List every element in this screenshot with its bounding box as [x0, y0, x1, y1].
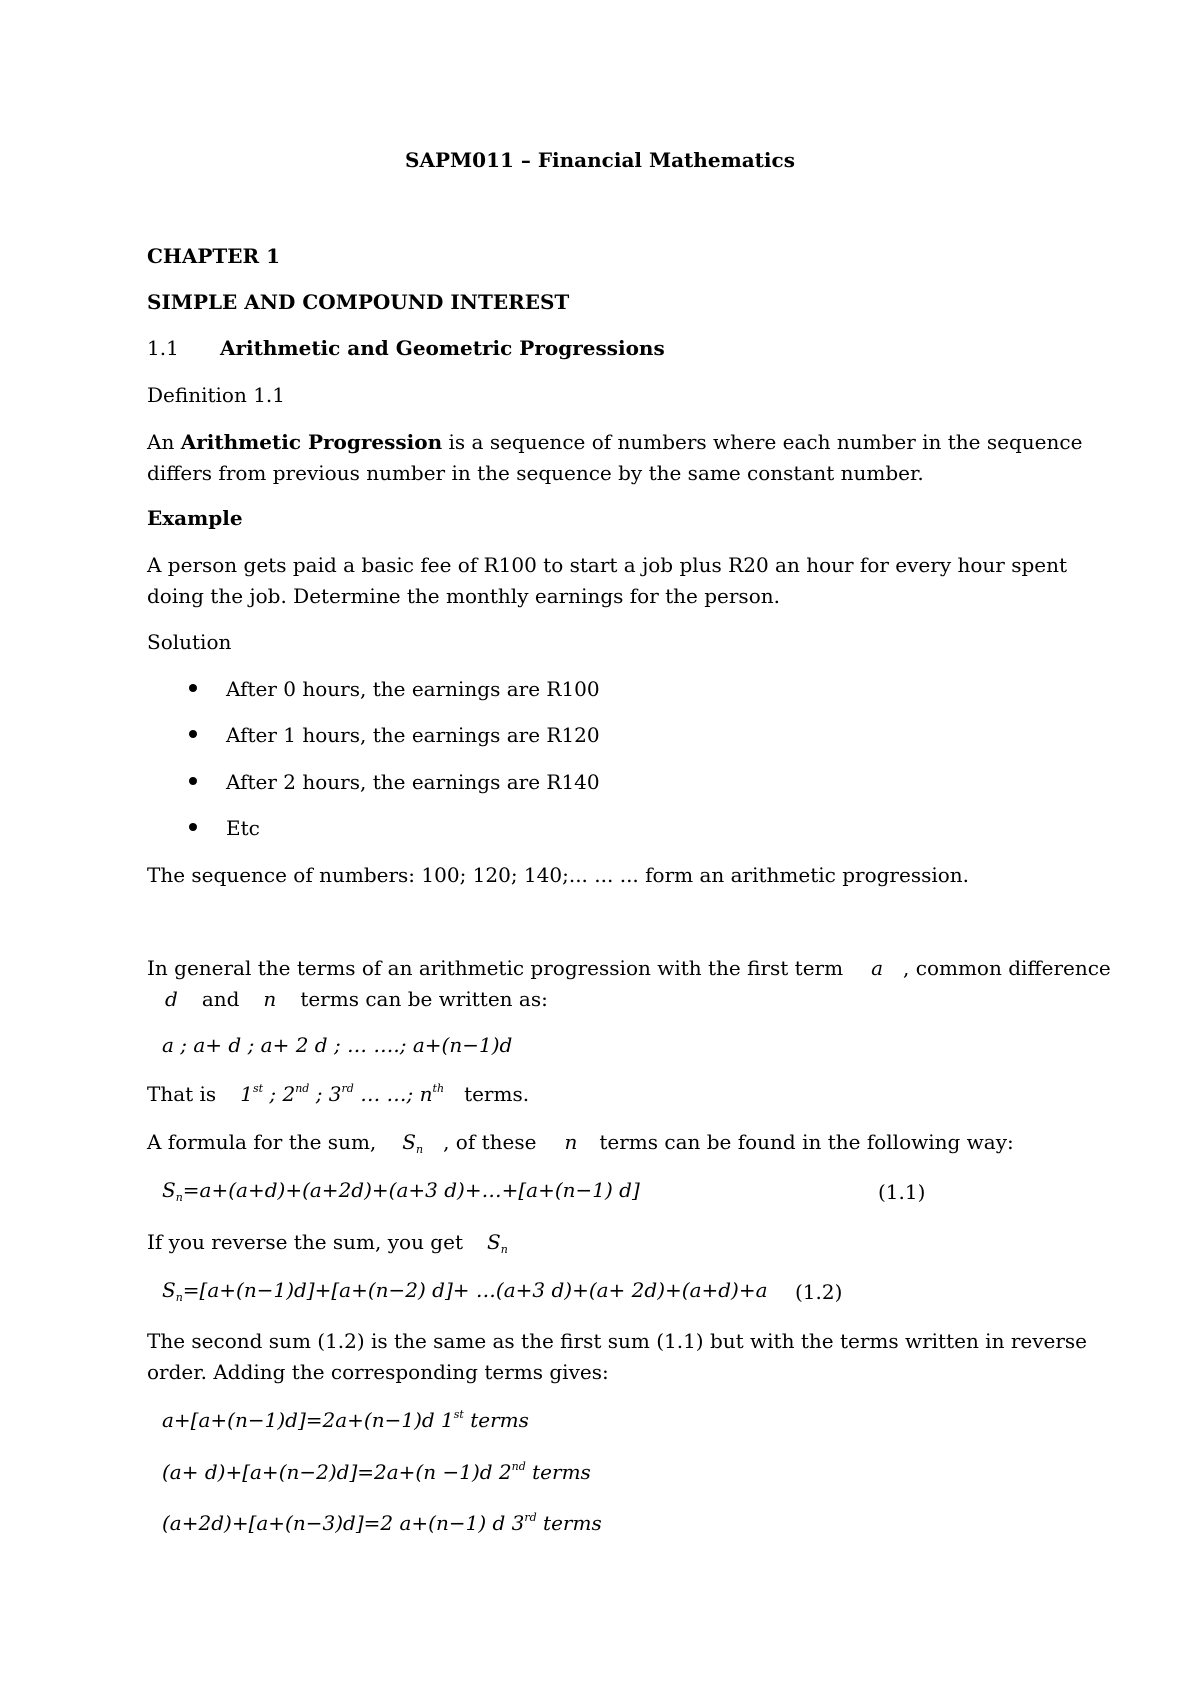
ordinal-sup: rd [341, 1082, 354, 1095]
chapter-title: SIMPLE AND COMPOUND INTEREST [147, 290, 570, 314]
ordinal-sup: st [252, 1082, 264, 1095]
sequence-text: The sequence of numbers: 100; 120; 140;... ... ... form an arithmetic progression. [147, 863, 970, 887]
eq1-S: S [162, 1178, 176, 1202]
symbol-n: n [263, 987, 277, 1011]
symbol-d: d [165, 987, 178, 1011]
pair-lhs: (a+ d)+[a+(n−2)d]=2a+(n −1)d 2 [162, 1460, 512, 1484]
formula-sum-line [147, 1130, 1014, 1156]
ordinal-text: ; 2 [263, 1082, 296, 1106]
general-pre: In general the terms of an arithmetic progression with the first term [147, 956, 844, 980]
ordinal-text: 1 [240, 1082, 253, 1106]
bullet-item: After 0 hours, the earnings are R100 [226, 677, 600, 701]
that-is-post: terms. [464, 1082, 530, 1106]
pair-post: terms [536, 1511, 602, 1535]
general-line-2 [165, 989, 548, 1009]
symbol-S: S [402, 1130, 416, 1154]
pair-post: terms [525, 1460, 591, 1484]
bullet-item: After 2 hours, the earnings are R140 [226, 770, 600, 794]
definition-label: Definition 1.1 [147, 383, 286, 407]
formula-sum-mid: , of these [443, 1130, 537, 1154]
formula-sum-post: terms can be found in the following way: [599, 1130, 1014, 1154]
chapter-heading: CHAPTER 1 [147, 244, 280, 268]
ordinal-text: ; 3 [309, 1082, 342, 1106]
eq2-rhs: =[a+(n−1)d]+[a+(n−2) d]+ …(a+3 d)+(a+ 2d)+(a+d)+a [182, 1278, 768, 1302]
ordinal-text: … …; n [353, 1082, 433, 1106]
bullet-dot [189, 684, 197, 692]
pair-sup: nd [511, 1460, 526, 1473]
definition-post: is a sequence of numbers where each number in the sequence [442, 430, 1083, 454]
symbol-n: n [564, 1130, 578, 1154]
eq1-rhs: =a+(a+d)+(a+2d)+(a+3 d)+…+[a+(n−1) d] [182, 1178, 640, 1202]
general-line-1 [147, 958, 1111, 978]
reverse-line [147, 1230, 508, 1256]
bullet-dot [189, 777, 197, 785]
ordinal-formula [240, 1082, 444, 1106]
eq2-S: S [162, 1278, 176, 1302]
general-line-2-post: terms can be written as: [300, 987, 548, 1011]
general-post: , common difference [903, 956, 1111, 980]
eq1-sub: n [175, 1191, 183, 1204]
document-title: SAPM011 – Financial Mathematics [405, 148, 795, 172]
bullet-item: After 1 hours, the earnings are R120 [226, 723, 600, 747]
section-title: Arithmetic and Geometric Progressions [220, 336, 665, 360]
pair-lhs: (a+2d)+[a+(n−3)d]=2 a+(n−1) d 3 [162, 1511, 525, 1535]
bullet-item: Etc [226, 816, 260, 840]
definition-line-2: differs from previous number in the sequence by the same constant number. [147, 461, 924, 485]
reverse-text: If you reverse the sum, you get [147, 1230, 463, 1254]
section-number: 1.1 [147, 336, 179, 360]
definition-pre: An [147, 430, 181, 454]
pair-post: terms [463, 1408, 529, 1432]
ordinal-sup: th [432, 1082, 445, 1095]
pair-sup: rd [524, 1511, 537, 1524]
symbol-S: S [486, 1230, 501, 1254]
example-line-1: A person gets paid a basic fee of R100 to start a job plus R20 an hour for every hour spent [147, 553, 1068, 577]
definition-line-1 [147, 432, 1082, 452]
equation-1 [162, 1178, 640, 1204]
ordinal-sup: nd [295, 1082, 310, 1095]
that-is-line [147, 1084, 529, 1104]
pair-row [162, 1462, 591, 1482]
equation-2-number: (1.2) [795, 1280, 843, 1304]
definition-term: Arithmetic Progression [180, 430, 443, 454]
pair-row [162, 1410, 529, 1430]
eq2-sub: n [175, 1291, 183, 1304]
symbol-a: a [871, 956, 884, 980]
bullet-dot [189, 823, 197, 831]
example-label: Example [147, 506, 243, 530]
equation-1-number: (1.1) [878, 1180, 926, 1204]
bullet-dot [189, 730, 197, 738]
pair-sup: st [453, 1408, 464, 1421]
solution-label: Solution [147, 630, 232, 654]
general-and: and [201, 987, 240, 1011]
pair-lhs: a+[a+(n−1)d]=2a+(n−1)d 1 [162, 1408, 454, 1432]
terms-formula: a ; a+ d ; a+ 2 d ; … ….; a+(n−1)d [162, 1033, 513, 1057]
formula-sum-pre: A formula for the sum, [147, 1130, 377, 1154]
symbol-S-sub: n [415, 1143, 424, 1156]
second-sum-line-1: The second sum (1.2) is the same as the first sum (1.1) but with the terms written in reverse [147, 1329, 1088, 1353]
that-is-label: That is [147, 1082, 217, 1106]
second-sum-line-2: order. Adding the corresponding terms gives: [147, 1360, 609, 1384]
symbol-S-sub: n [500, 1243, 508, 1256]
equation-2 [162, 1278, 768, 1304]
pair-row [162, 1513, 602, 1533]
example-line-2: doing the job. Determine the monthly earnings for the person. [147, 584, 780, 608]
